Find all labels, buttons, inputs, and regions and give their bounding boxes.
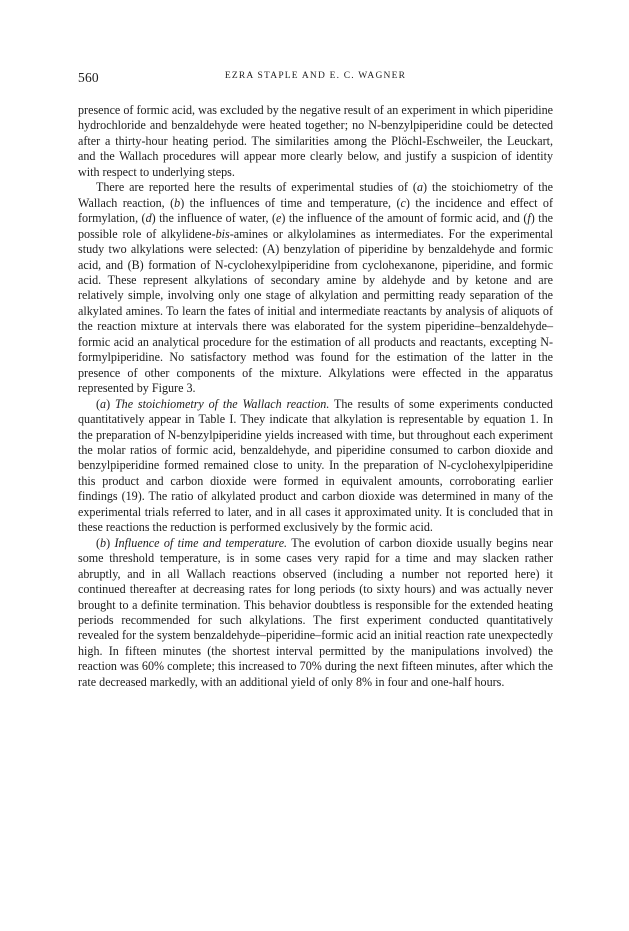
- body-text: [78, 103, 553, 690]
- italic-text: The stoichiometry of the Wallach reaction.: [114, 396, 330, 411]
- italic-text: bis: [215, 226, 230, 241]
- paragraph-experimental-studies: [78, 180, 553, 396]
- italic-text: a: [100, 396, 107, 411]
- text-run: ) the influences of time and temperature, (: [180, 195, 401, 210]
- italic-text: f: [527, 211, 531, 226]
- text-run: ) the stoichiometry of the Wallach reaction, (: [78, 180, 554, 210]
- page-number: 560: [78, 70, 99, 85]
- text-run: The results of some experiments conducted quantitatively appear in Table I. They indicate that alkylation is representable by equation 1. In the preparation of N-benzylpiperidine yields increased with time, but throughout each experiment the molar ratios of formic acid, benzaldehyde, and piperidine consumed to carbon dioxide and benzylpiperidine formed remained close to unity. In the preparation of N-cyclohexylpiperidine this product and carbon dioxide were formed in equivalent amounts, corroborating earlier findings (19). The ratio of alkylated product and carbon dioxide was determined in many of the experimental trials referred to later, and in all cases it approximated unity. It is concluded that in these reactions the reduction is performed exclusively by the formic acid.: [78, 396, 553, 535]
- italic-text: a: [416, 180, 423, 195]
- text-run: ) the influence of the amount of formic acid, and (: [281, 211, 528, 226]
- text-run: ) the incidence and effect of formylation, (: [78, 195, 554, 226]
- text-run: The evolution of carbon dioxide usually begins near some threshold temperature, is in some cases very rapid for a time and may slacken rather abruptly, and in all Wallach reactions observed (including a number not reported here) it continued thereafter at decreasing rates for long periods (to sixty hours) and was actually never brought to a definite termination. This behavior doubtless is responsible for the extended heating periods recommended for such alkylations. The first experiment conducted quantitatively revealed for the system benzaldehyde–piperidine–formic acid an initial reaction rate unexpectedly high. In fifteen minutes (the shortest interval permitted by the manipulations involved) the reaction was 60% complete; this increased to 70% during the next fifteen minutes, after which the rate decreased markedly, with an additional yield of only 8% in four and one-half hours.: [78, 535, 554, 689]
- italic-text: b: [100, 535, 107, 550]
- italic-text: b: [174, 195, 181, 210]
- text-run: -amines or alkylolamines as intermediates. For the experimental study two alkylations were selected: (A) benzylation of piperidine by benzaldehyde and formic acid, and (B) formation of N-cyclohexylpiperidine from cyclohexanone, piperidine, and formic acid. These represent alkylations of secondary amine by aldehyde and by ketone and are relatively simple, involving only one stage of alkylation and permitting ready separation of the alkylated amines. To learn the fates of initial and intermediate reactants by analysis of aliquots of the reaction mixture at intervals there was elaborated for the system piperidine–benzaldehyde–formic acid an analytical procedure for the estimation of all products and reactants, excepting N-formylpiperidine. No satisfactory method was found for the estimation of the latter in the presence of other components of the mixture. Alkylations were effected in the apparatus represented by Figure 3.: [78, 226, 553, 396]
- text-run: ): [106, 396, 115, 411]
- paragraph-excluded-by-experiment: [78, 103, 553, 180]
- page-header: [78, 70, 553, 86]
- text-run: ) the possible role of alkylidene-: [78, 211, 554, 241]
- text-run: ) the influence of water, (: [151, 211, 276, 226]
- italic-text: e: [276, 211, 282, 226]
- text-run: (: [96, 535, 101, 550]
- text-run: There are reported here the results of experimental studies of (: [96, 180, 417, 195]
- italic-text: d: [145, 211, 152, 226]
- text-run: (: [96, 396, 101, 411]
- text-run: presence of formic acid, was excluded by the negative result of an experiment in which piperidine hydrochloride and benzaldehyde were heated together; no N-benzylpiperidine could be detected after a thirty-hour heating period. The similarities among the Plöchl-Eschweiler, the Leuckart, and the Wallach procedures will appear more clearly below, and justify a suspicion of identity with respect to underlying steps.: [78, 103, 553, 179]
- running-head: EZRA STAPLE AND E. C. WAGNER: [224, 71, 407, 81]
- italic-text: c: [400, 195, 406, 210]
- italic-text: Influence of time and temperature.: [114, 535, 288, 550]
- paragraph-stoichiometry: [78, 397, 553, 536]
- paragraph-time-and-temperature: [78, 536, 553, 691]
- text-run: ): [106, 535, 115, 550]
